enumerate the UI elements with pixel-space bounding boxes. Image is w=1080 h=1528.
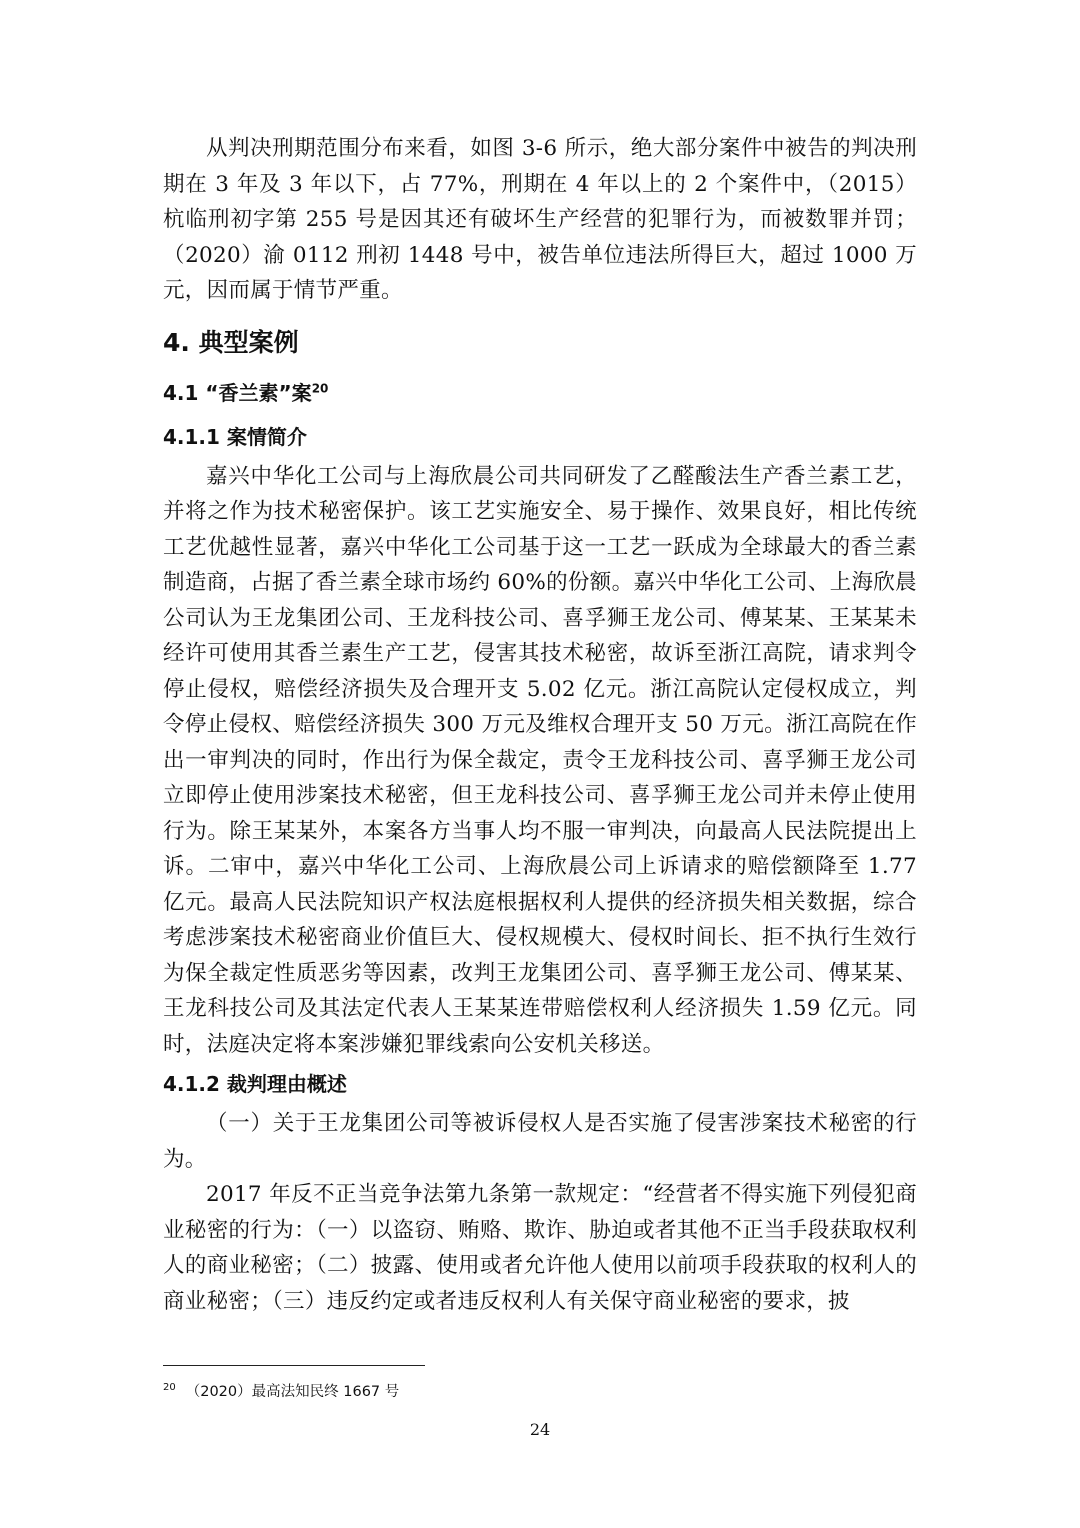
case-summary-paragraph: 嘉兴中华化工公司与上海欣晨公司共同研发了乙醛酸法生产香兰素工艺，并将之作为技术秘密保护。该工艺实施安全、易于操作、效果良好，相比传统工艺优越性显著，嘉兴中华化工公司基于这一工艺一跃成为全球最大的香兰素制造商，占据了香兰素全球市场约 60%的份额。嘉兴中华化工公司、上海欣晨公司认为王龙集团公司、王龙科技公司、喜孚狮王龙公司、傅某某、王某某未经许可使用其香兰素生产工艺，侵害其技术秘密，故诉至浙江高院，请求判令停止侵权，赔偿经济损失及合理开支 5.02 亿元。浙江高院认定侵权成立，判令停止侵权、赔偿经济损失 300 万元及维权合理开支 50 万元。浙江高院在作出一审判决的同时，作出行为保全裁定，责令王龙科技公司、喜孚狮王龙公司立即停止使用涉案技术秘密，但王龙科技公司、喜孚狮王龙公司并未停止使用行为。除王某某外，本案各方当事人均不服一审判决，向最高人民法院提出上诉。二审中，嘉兴中华化工公司、上海欣晨公司上诉请求的赔偿额降至 1.77 亿元。最高人民法院知识产权法庭根据权利人提供的经济损失相关数据，综合考虑涉案技术秘密商业价值巨大、侵权规模大、侵权时间长、拒不执行生效行为保全裁定性质恶劣等因素，改判王龙集团公司、喜孚狮王龙公司、傅某某、王龙科技公司及其法定代表人王某某连带赔偿权利人经济损失 1.59 亿元。同时，法庭决定将本案涉嫌犯罪线索向公安机关移送。 [163,463,917,1057]
subsection-title: 4.1 “香兰素”案 [163,380,312,405]
footnote [163,1378,399,1402]
page-content [163,131,917,1319]
footnote-text: （2020）最高法知民终 1667 号 [185,1383,400,1400]
footnote-reference[interactable]: 20 [311,380,329,395]
judgment-reasons-heading: 4.1.2 裁判理由概述 [163,1072,347,1096]
subsection-heading [163,375,917,411]
intro-paragraph: 从判决刑期范围分布来看，如图 3-6 所示，绝大部分案件中被告的判决刑期在 3 年及 3 年以下，占 77%，刑期在 4 年以上的 2 个案件中，（2015）杭临刑初字第 255 号是因其还有破坏生产经营的犯罪行为，而被数罪并罚；（2020）渝 0112 刑初 1448 号中，被告单位违法所得巨大，超过 1000 万元，因而属于情节严重。 [163,136,917,303]
case-summary-heading: 4.1.1 案情简介 [163,424,307,449]
judgment-reasons-paragraph-2: 2017 年反不正当竞争法第九条第一款规定：“经营者不得实施下列侵犯商业秘密的行为：（一）以盗窃、贿赂、欺诈、胁迫或者其他不正当手段获取权利人的商业秘密；（二）披露、使用或者允许他人使用以前项手段获取的权利人的商业秘密；（三）违反约定或者违反权利人有关保守商业秘密的要求，披 [163,1182,917,1314]
judgment-reasons-paragraph-1: （一）关于王龙集团公司等被诉侵权人是否实施了侵害涉案技术秘密的行为。 [163,1111,917,1172]
footnote-mark: 20 [163,1382,176,1393]
page-number: 24 [529,1420,551,1439]
footnote-divider [163,1365,425,1366]
section-heading: 4. 典型案例 [163,327,299,357]
